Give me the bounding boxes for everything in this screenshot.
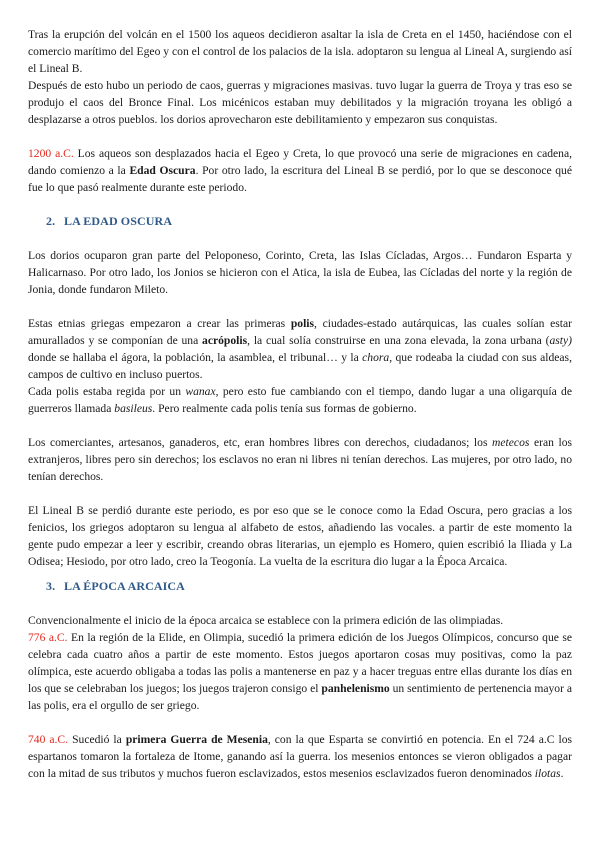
text: , que rodeaba la ciudad con sus aldeas, campos de cultivo en incluso puertos. [28,351,572,381]
text: , pero esto fue cambiando con el tiempo, dando lugar a una oligarquía de guerreros llamada [28,385,572,415]
term-panhelenismo: panhelenismo [321,682,390,695]
text: . [560,767,564,780]
paragraph-lineal-b: El Lineal B se perdió durante este periodo, es por eso que se le conoce como la Edad Oscura, pero gracias a los fenicios, los griegos adoptaron su lengua al alfabeto de estos, añadiendo las vocales. a partir de este momento la gente pudo empezar a leer y escribir, creando obras literarias, un ejemplo es Homero, quien escribió la Iliada y La Odisea; Hesiodo, por otro lado, creo la Teogonía. La vuelta de la escritura dio lugar a la Época Arcaica. [28,504,572,568]
text: , la cual solía construirse en una zona elevada, la zona urbana ( [247,334,550,347]
text: Los comerciantes, artesanos, ganaderos, etc, eran hombres libres con derechos, ciudadanos; los [28,436,493,449]
section-heading-edad-oscura [28,213,572,230]
term-asty: asty) [549,334,572,347]
paragraph-olimpiadas: Convencionalmente el inicio de la época arcaica se establece con la primera edición de las olimpiadas. [28,614,504,627]
text: Estas etnias griegas empezaron a crear las primeras [28,317,291,330]
paragraph-clases-sociales [28,434,572,485]
text: , ciudades-estado autárquicas, las cuales solían estar amurallados y se componían de una [28,317,573,347]
text: Cada polis estaba regida por un [28,385,186,398]
paragraph-periodo-caos: Después de esto hubo un periodo de caos, guerras y migraciones masivas. tuvo lugar la guerra de Troya y tras eso se produjo el caos del Bronce Final. Los micénicos estaban muy debilitados y la migración troyana les obligó a desplazarse a otros pueblos. los dorios aprovecharon este debilitamiento y empezaron sus conquistas. [28,79,572,126]
text: . Pero realmente cada polis tenía sus formas de gobierno. [152,402,417,415]
section-title: LA ÉPOCA ARCAICA [64,579,185,593]
text: Los aqueos son desplazados hacia el Egeo y Creta, lo que provocó una serie de migraciones en cadena, dando comienzo a la [28,147,572,177]
term-wanax: wanax [185,385,216,398]
paragraph-wanax [28,383,572,417]
section-number: 3. [46,579,56,593]
term-polis: polis [290,317,315,330]
text: un sentimiento de pertenencia mayor a las polis, era el orgullo de ser griego. [28,682,572,712]
date-740: 740 a.C. [28,733,69,746]
text: , con la que Esparta se convirtió en potencia. En el 724 a.C los espartanos tomaron la fortaleza de Itome, ganando así la guerra. los mesenios entonces se vieron obligados a pagar con la mitad de sus tributos y muchos fueron esclavizados, estos mesenios esclavizados fueron denominados [28,733,573,780]
text: En la región de la Elide, en Olimpia, sucedió la primera edición de los Juegos Olímpicos, concurso que se celebra cada cuatro años a partir de este momento. Estos juegos aportaron cosas muy positivas, como la paz olímpica, este acuerdo obligaba a todas las polis a mantenerse en paz y a hacer treguas entre ellas durante los días en los que se celebraban los juegos; los juegos trajeron consigo el [28,631,573,695]
paragraph-740 [28,731,572,782]
paragraph-polis [28,315,572,383]
section-heading-epoca-arcaica [28,578,572,595]
term-edad-oscura: Edad Oscura [129,164,196,177]
paragraph-dorios: Los dorios ocuparon gran parte del Peloponeso, Corinto, Creta, las Islas Cícladas, Argos… Fundaron Esparta y Halicarnaso. Por otro lado, los Jonios se hicieron con el Atica, la isla de Eubea, las Cícladas del norte y la región de Jonia, donde fundaron Mileto. [28,249,572,296]
paragraph-aqueos-creta: Tras la erupción del volcán en el 1500 los aqueos decidieron asaltar la isla de Creta en el 1450, haciéndose con el comercio marítimo del Egeo y con el control de los palacios de la isla. adoptaron su lengua al Lineal A, surgiendo así el Lineal B. [28,28,572,75]
text: donde se hallaba el ágora, la población, la asamblea, el tribunal… y la [28,351,363,364]
section-title: LA EDAD OSCURA [64,214,173,228]
text: eran los extranjeros, libres pero sin derechos; los esclavos no eran ni libres ni tenían derechos. Las mujeres, por otro lado, no tenían derechos. [28,436,572,483]
term-metecos: metecos [492,436,530,449]
term-acropolis: acrópolis [202,334,248,347]
text: Sucedió la [68,733,126,746]
date-776: 776 a.C. [28,631,68,644]
section-number: 2. [46,214,56,228]
text: . Por otro lado, la escritura del Lineal B se perdió, por lo que se desconoce qué fue lo que pasó realmente durante este periodo. [28,164,572,194]
term-chora: chora [362,351,390,364]
term-ilotas: ilotas [534,767,561,780]
term-basileus: basileus [114,402,153,415]
date-1200: 1200 a.C. [28,147,74,160]
paragraph-1200 [28,145,572,196]
term-guerra-mesenia: primera Guerra de Mesenia [125,733,268,746]
paragraph-776 [28,629,572,714]
